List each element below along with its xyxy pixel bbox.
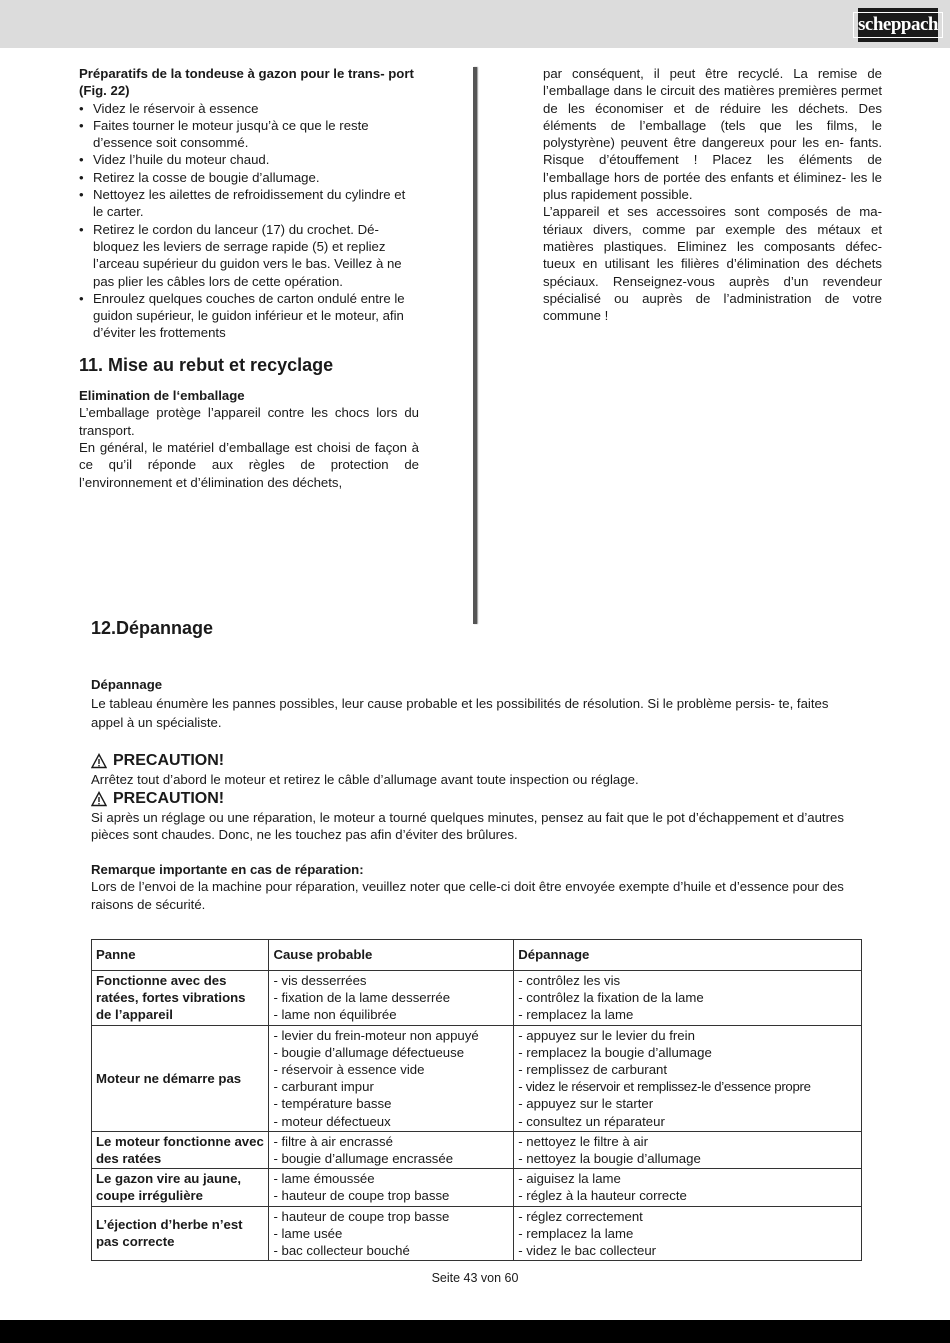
cause-line: - bougie d’allumage encrassée: [273, 1151, 454, 1167]
panne-cell: L’éjection d’herbe n’est pas correcte: [92, 1206, 269, 1261]
warning-icon: [91, 791, 107, 807]
remedy-line: - contrôlez la fixation de la lame: [518, 990, 704, 1006]
remedy-cell: [514, 1131, 862, 1168]
caution-2: [91, 789, 861, 844]
cause-line: - bac collecteur bouché: [273, 1243, 410, 1259]
remedy-cell: [514, 1206, 862, 1261]
remedy-cell: [514, 1025, 862, 1131]
troubleshooting-table: [91, 939, 862, 1261]
caution-1: [91, 751, 861, 788]
cause-line: - réservoir à essence vide: [273, 1062, 425, 1078]
panne-cell: Fonctionne avec des ratées, fortes vibrations de l’appareil: [92, 971, 269, 1026]
cause-line: - vis desserrées: [273, 973, 367, 988]
depannage-subtitle: Dépannage: [91, 677, 163, 692]
caution-1-title: PRECAUTION!: [113, 752, 225, 769]
column-divider: [473, 67, 477, 624]
remark-block: [91, 861, 861, 913]
table-row: [92, 971, 862, 1026]
cause-cell: [269, 1206, 514, 1261]
brand-name: scheppach: [853, 12, 943, 38]
cause-line: - lame non équilibrée: [273, 1007, 397, 1023]
cause-cell: [269, 1025, 514, 1131]
table-row: [92, 1025, 862, 1131]
depannage-intro: Le tableau énumère les pannes possibles, leur cause probable et les possibilités de résolution. Si le problème persis- te, faites appel à un spécialiste.: [91, 696, 829, 730]
remedy-line: - videz le bac collecteur: [518, 1243, 657, 1259]
left-column: [79, 65, 419, 491]
list-item: • Enroulez quelques couches de carton ondulé entre le guidon supérieur, le guidon inférieur et le moteur, afin d’éviter les frottements: [79, 290, 419, 342]
right-column: [543, 65, 882, 324]
list-item: • Retirez le cordon du lanceur (17) du crochet. Dé- bloquez les leviers de serrage rapide (5) et repliez l’arceau supérieur du guidon vers le bas. Veillez à ne pas plier les câbles lors de cette opération.: [79, 221, 419, 290]
cause-line: - hauteur de coupe trop basse: [273, 1188, 450, 1204]
emballage-title: Elimination de l‘emballage: [79, 388, 245, 404]
cause-cell: [269, 1169, 514, 1206]
table-header-row: [92, 940, 862, 971]
brand-logo: [858, 8, 938, 42]
caution-1-text: Arrêtez tout d’abord le moteur et retirez le câble d’allumage avant toute inspection ou réglage.: [91, 772, 639, 787]
recycling-paragraph-1: par conséquent, il peut être recyclé. La remise de l’emballage dans le circuit des matières premières permet de les économiser et de réduire les déchets. Des éléments de l’emballage (tels que les films, le polystyrène) peuvent être dangereux pour les en- fants. Risque d’étouffement ! Placez les éléments de l’emballage hors de portée des enfants et éliminez- les le plus rapidement possible.: [543, 66, 882, 203]
cause-cell: [269, 971, 514, 1026]
page-number: Seite 43 von 60: [431, 1271, 519, 1285]
remark-title: Remarque importante en cas de réparation:: [91, 862, 364, 877]
section-12-title: 12.Dépannage: [91, 618, 214, 638]
recycling-paragraph-2: L’appareil et ses accessoires sont composés de ma- tériaux divers, comme par exemple des métaux et matières plastiques. Eliminez les composants défec- tueux en utilisant les filières d’élimination des déchets spéciaux. Renseignez-vous auprès d’un revendeur spécialisé ou auprès de l’administration de votre commune !: [543, 204, 882, 324]
remedy-line: - videz le réservoir et remplissez-le d’essence propre: [518, 1079, 811, 1095]
caution-2-title: PRECAUTION!: [113, 790, 225, 807]
section-12-title-block: [91, 620, 861, 637]
cause-line: - bougie d’allumage défectueuse: [273, 1044, 465, 1060]
table-row: [92, 1131, 862, 1168]
remedy-line: - réglez correctement: [518, 1208, 643, 1224]
list-item: • Nettoyez les ailettes de refroidissement du cylindre et le carter.: [79, 186, 419, 221]
remedy-line: - remplissez de carburant: [518, 1062, 668, 1078]
header-cause: Cause probable: [269, 940, 514, 971]
cause-line: - lame émoussée: [273, 1171, 375, 1187]
remedy-line: - nettoyez le filtre à air: [518, 1133, 648, 1149]
list-item: • Retirez la cosse de bougie d’allumage.: [79, 169, 419, 186]
cause-line: - moteur défectueux: [273, 1113, 391, 1129]
remark-text: Lors de l’envoi de la machine pour réparation, veuillez noter que celle-ci doit être envoyée exempte d’huile et d’essence pour des raisons de sécurité.: [91, 879, 844, 912]
remedy-cell: [514, 1169, 862, 1206]
remedy-line: - consultez un réparateur: [518, 1113, 665, 1129]
header-depannage: Dépannage: [514, 940, 862, 971]
remedy-line: - nettoyez la bougie d’allumage: [518, 1151, 701, 1167]
remedy-line: - réglez à la hauteur correcte: [518, 1188, 687, 1204]
remedy-line: - remplacez la lame: [518, 1225, 634, 1241]
list-item: • Videz le réservoir à essence: [79, 100, 419, 117]
cause-line: - hauteur de coupe trop basse: [273, 1208, 450, 1224]
table-row: [92, 1169, 862, 1206]
remedy-cell: [514, 971, 862, 1026]
panne-cell: Le gazon vire au jaune, coupe irrégulière: [92, 1169, 269, 1206]
transport-title: Préparatifs de la tondeuse à gazon pour le trans- port (Fig. 22): [79, 66, 414, 99]
cause-line: - lame usée: [273, 1225, 343, 1241]
caution-2-text: Si après un réglage ou une réparation, le moteur a tourné quelques minutes, pensez au fait que le pot d’échappement et d’autres pièces sont chaudes. Donc, ne les touchez pas afin d’éviter des brûlures.: [91, 810, 844, 843]
cause-line: - fixation de la lame desserrée: [273, 990, 451, 1006]
remedy-line: - appuyez sur le starter: [518, 1096, 654, 1112]
header-panne: Panne: [92, 940, 269, 971]
remedy-line: - contrôlez les vis: [518, 973, 621, 988]
remedy-line: - remplacez la lame: [518, 1007, 634, 1023]
cause-line: - filtre à air encrassé: [273, 1133, 393, 1149]
transport-list: [79, 100, 419, 342]
list-item: • Faites tourner le moteur jusqu’à ce que le reste d’essence soit consommé.: [79, 117, 419, 152]
emballage-paragraph-2: En général, le matériel d’emballage est choisi de façon à ce qu’il réponde aux règles de protection de l’environnement et d’élimination des déchets,: [79, 439, 419, 490]
list-item: • Videz l’huile du moteur chaud.: [79, 151, 419, 168]
cause-cell: [269, 1131, 514, 1168]
panne-cell: Le moteur fonctionne avec des ratées: [92, 1131, 269, 1168]
header-bar: [0, 0, 950, 48]
cause-line: - carburant impur: [273, 1079, 374, 1095]
footer-bar: [0, 1320, 950, 1343]
section-11-title: 11. Mise au rebut et recyclage: [79, 354, 334, 375]
warning-icon: [91, 753, 107, 769]
depannage-intro-block: [91, 676, 861, 732]
emballage-paragraph-1: L’emballage protège l’appareil contre les chocs lors du transport.: [79, 405, 419, 438]
cause-line: - température basse: [273, 1096, 392, 1112]
remedy-line: - appuyez sur le levier du frein: [518, 1027, 695, 1043]
remedy-line: - remplacez la bougie d’allumage: [518, 1044, 712, 1060]
table-row: [92, 1206, 862, 1261]
remedy-line: - aiguisez la lame: [518, 1171, 621, 1187]
panne-cell: Moteur ne démarre pas: [92, 1025, 269, 1131]
cause-line: - levier du frein-moteur non appuyé: [273, 1027, 479, 1043]
